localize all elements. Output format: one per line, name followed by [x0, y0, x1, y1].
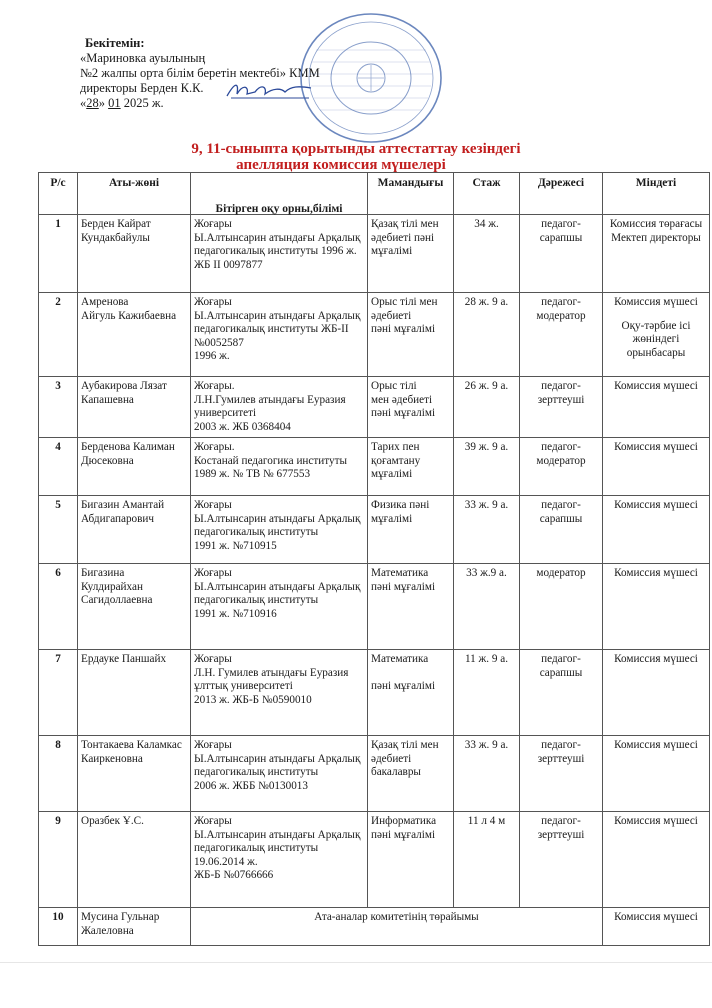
- approval-line-3: директоры Берден К.К.: [80, 81, 204, 95]
- row-name: Оразбек Ұ.С.: [81, 815, 144, 827]
- row-num-cell: [39, 908, 78, 946]
- row-name: Аубакирова Лязат Капашевна: [81, 380, 167, 406]
- header-name: Аты-жөні: [78, 173, 191, 215]
- table-row: [39, 736, 710, 812]
- row-experience-cell: [454, 812, 520, 908]
- row-education-cell: [191, 496, 368, 564]
- row-role: Комиссия мүшесі: [614, 911, 698, 923]
- row-num-cell: [39, 438, 78, 496]
- table-row: [39, 812, 710, 908]
- row-education: Жоғары Ы.Алтынсарин атындағы Арқалық педагогикалық институты 19.06.2014 ж. ЖБ-Б №0766666: [194, 815, 361, 881]
- row-experience: 33 ж. 9 а.: [464, 739, 509, 751]
- row-category-cell: [520, 293, 603, 377]
- row-role-cell: [603, 908, 710, 946]
- row-num-cell: [39, 293, 78, 377]
- row-specialty: Орыс тілі мен әдебиеті пәні мұғалімі: [371, 296, 438, 335]
- row-category: педагог-модератор: [536, 441, 586, 467]
- row-education: Жоғары Л.Н. Гумилев атындағы Еуразия ұлттық университеті 2013 ж. ЖБ-Б №0590010: [194, 653, 349, 706]
- row-role: Комиссия мүшесі: [614, 567, 698, 579]
- row-name-cell: [78, 564, 191, 650]
- row-experience-cell: [454, 215, 520, 293]
- row-experience: 28 ж. 9 а.: [464, 296, 509, 308]
- row-category: педагог-зерттеуші: [537, 815, 585, 841]
- row-specialty-cell: [368, 812, 454, 908]
- table-row: [39, 438, 710, 496]
- row-category: педагог-сарапшы: [539, 218, 583, 244]
- row-num-cell: [39, 496, 78, 564]
- row-experience-cell: [454, 293, 520, 377]
- row-merged-text: Ата-аналар комитетінің төрайымы: [314, 911, 479, 923]
- row-role-cell: [603, 650, 710, 736]
- row-num: 9: [55, 815, 61, 827]
- row-num: 2: [55, 296, 61, 308]
- row-experience-cell: [454, 650, 520, 736]
- row-education-cell: [191, 812, 368, 908]
- row-category-cell: [520, 650, 603, 736]
- table-row: [39, 293, 710, 377]
- row-name-cell: [78, 736, 191, 812]
- row-category: педагог-сарапшы: [539, 653, 583, 679]
- row-num-cell: [39, 812, 78, 908]
- row-role: Комиссия мүшесі: [614, 739, 698, 751]
- row-education: Жоғары Ы.Алтынсарин атындағы Арқалық педагогикалық институты 1991 ж. №710916: [194, 567, 361, 620]
- row-category: модератор: [536, 567, 586, 579]
- table-body: [39, 215, 710, 946]
- row-category: педагог-зерттеуші: [537, 380, 585, 406]
- row-name-cell: [78, 908, 191, 946]
- row-num-cell: [39, 736, 78, 812]
- row-education: Жоғары Ы.Алтынсарин атындағы Арқалық педагогикалық институты 2006 ж. ЖББ №0130013: [194, 739, 361, 792]
- row-name: Бигазина Кулдирайхан Сагидоллаевна: [81, 567, 153, 606]
- row-num: 3: [55, 380, 61, 392]
- row-specialty-cell: [368, 215, 454, 293]
- row-experience-cell: [454, 438, 520, 496]
- header-num: Р/с: [39, 173, 78, 215]
- row-education-cell: [191, 293, 368, 377]
- row-name: Амренова Айгуль Кажибаевна: [81, 296, 177, 322]
- date-day: 28: [86, 96, 99, 110]
- row-name-cell: [78, 650, 191, 736]
- row-experience: 11 л 4 м: [467, 815, 506, 827]
- table-header-row: [39, 173, 710, 215]
- approval-line-2: №2 жалпы орта білім беретін мектебі» КММ: [80, 66, 320, 80]
- row-role: Комиссия мүшесі: [614, 380, 698, 392]
- row-experience-cell: [454, 736, 520, 812]
- row-category: педагог-модератор: [536, 296, 586, 322]
- row-role: Комиссия мүшесі: [614, 653, 698, 665]
- header-education-cell: [191, 173, 368, 215]
- row-name-cell: [78, 215, 191, 293]
- title-line-1: 9, 11-сыныпта қорытынды аттестаттау кезіндегі: [191, 141, 521, 157]
- row-experience: 33 ж. 9 а.: [464, 499, 509, 511]
- row-education-cell: [191, 564, 368, 650]
- row-num-cell: [39, 377, 78, 438]
- row-name-cell: [78, 377, 191, 438]
- row-specialty: Математика пәні мұғалімі: [371, 653, 436, 692]
- row-experience-cell: [454, 564, 520, 650]
- table-row-last: [39, 908, 710, 946]
- row-category: педагог-сарапшы: [539, 499, 583, 525]
- header-experience: Стаж: [454, 173, 520, 215]
- row-category-cell: [520, 736, 603, 812]
- row-role-cell: [603, 377, 710, 438]
- row-name-cell: [78, 496, 191, 564]
- row-specialty-cell: [368, 377, 454, 438]
- row-experience-cell: [454, 377, 520, 438]
- row-experience: 11 ж. 9 а.: [464, 653, 509, 665]
- row-name-cell: [78, 812, 191, 908]
- title-line-2: апелляция комиссия мүшелері: [236, 157, 446, 173]
- row-name-cell: [78, 293, 191, 377]
- row-category-cell: [520, 812, 603, 908]
- row-education-cell: [191, 377, 368, 438]
- row-category-cell: [520, 377, 603, 438]
- row-num: 10: [52, 911, 64, 923]
- row-role: Комиссия мүшесі: [614, 441, 698, 453]
- row-num: 4: [55, 441, 61, 453]
- row-role-cell: [603, 293, 710, 377]
- date-open-quote: «: [80, 96, 87, 110]
- row-name: Тонтакаева Каламкас Каиркеновна: [81, 739, 182, 765]
- row-role-cell: [603, 438, 710, 496]
- document-title: [0, 141, 712, 173]
- table-row: [39, 496, 710, 564]
- row-education: Жоғары Ы.Алтынсарин атындағы Арқалық педагогикалық институты ЖБ-II №0052587 1996 ж.: [194, 296, 361, 362]
- row-specialty-cell: [368, 564, 454, 650]
- table-row: [39, 650, 710, 736]
- row-role: Комиссия төрағасы Мектеп директоры: [609, 218, 703, 244]
- row-education: Жоғары Ы.Алтынсарин атындағы Арқалық педагогикалық институты 1991 ж. №710915: [194, 499, 361, 552]
- row-specialty-cell: [368, 438, 454, 496]
- row-role-cell: [603, 812, 710, 908]
- row-category-cell: [520, 564, 603, 650]
- row-experience: 39 ж. 9 а.: [464, 441, 509, 453]
- row-role: Комиссия мүшесі: [614, 499, 698, 511]
- row-specialty-cell: [368, 650, 454, 736]
- row-name: Мусина Гульнар Жалеловна: [81, 911, 160, 937]
- approval-heading: Бекітемін:: [85, 36, 145, 50]
- date-month: 01: [108, 96, 121, 110]
- row-name: Берден Кайрат Кундакбайулы: [81, 218, 151, 244]
- row-specialty: Қазақ тілі мен әдебиеті пәні мұғалімі: [371, 218, 439, 257]
- row-education: Жоғары Ы.Алтынсарин атындағы Арқалық педагогикалық институты 1996 ж. ЖБ II 0097877: [194, 218, 361, 271]
- row-category-cell: [520, 215, 603, 293]
- date-year: 2025 ж.: [123, 96, 164, 110]
- row-num: 1: [55, 218, 61, 230]
- row-role-cell: [603, 736, 710, 812]
- row-specialty: Тарих пен қоғамтану мұғалімі: [371, 441, 421, 480]
- row-name: Бигазин Амантай Абдигапарович: [81, 499, 165, 525]
- header-role: Міндеті: [603, 173, 710, 215]
- row-num: 8: [55, 739, 61, 751]
- table-row: [39, 215, 710, 293]
- table-row: [39, 564, 710, 650]
- row-name-cell: [78, 438, 191, 496]
- table-row: [39, 377, 710, 438]
- row-education: Жоғары. Костанай педагогика институты 1989 ж. № ТВ № 677553: [194, 441, 347, 480]
- row-education-cell: [191, 736, 368, 812]
- row-num: 5: [55, 499, 61, 511]
- row-role-cell: [603, 215, 710, 293]
- row-experience: 33 ж.9 а.: [466, 567, 507, 579]
- row-category-cell: [520, 496, 603, 564]
- row-category-cell: [520, 438, 603, 496]
- row-specialty: Физика пәні мұғалімі: [371, 499, 430, 525]
- row-role-cell: [603, 564, 710, 650]
- row-num-cell: [39, 564, 78, 650]
- row-num: 6: [55, 567, 61, 579]
- row-specialty-cell: [368, 736, 454, 812]
- row-specialty-cell: [368, 496, 454, 564]
- date-mid-quote: »: [98, 96, 105, 110]
- row-specialty: Орыс тілі мен әдебиеті пәні мұғалімі: [371, 380, 436, 419]
- row-education-cell: [191, 438, 368, 496]
- header-category: Дәрежесі: [520, 173, 603, 215]
- row-experience: 34 ж.: [474, 218, 499, 230]
- row-num-cell: [39, 215, 78, 293]
- row-role-cell: [603, 496, 710, 564]
- row-specialty-cell: [368, 293, 454, 377]
- row-category: педагог-зерттеуші: [537, 739, 585, 765]
- row-education-cell: [191, 650, 368, 736]
- official-seal: [296, 10, 446, 146]
- row-experience-cell: [454, 496, 520, 564]
- row-education: Жоғары. Л.Н.Гумилев атындағы Еуразия университеті 2003 ж. ЖБ 0368404: [194, 380, 346, 433]
- row-role: Комиссия мүшесі: [614, 815, 698, 827]
- row-specialty: Информатика пәні мұғалімі: [371, 815, 437, 841]
- header-specialty: Мамандығы: [368, 173, 454, 215]
- header-education: Бітірген оқу орны,білімі: [215, 203, 343, 215]
- row-name: Ердауке Паншайх: [81, 653, 167, 665]
- row-specialty: Қазақ тілі мен әдебиеті бакалавры: [371, 739, 439, 778]
- row-experience: 26 ж. 9 а.: [464, 380, 509, 392]
- row-name: Берденова Калиман Дюсековна: [81, 441, 175, 467]
- row-merged-cell: [191, 908, 603, 946]
- row-num: 7: [55, 653, 61, 665]
- row-role: Комиссия мүшесі: [614, 296, 698, 308]
- commission-table: [38, 172, 710, 946]
- page-bottom-line: [0, 962, 712, 963]
- row-specialty: Математика пәні мұғалімі: [371, 567, 436, 593]
- row-role-extra: Оқу-тәрбие ісі жөніндегі орынбасары: [621, 319, 691, 359]
- approval-line-1: «Мариновка ауылының: [80, 51, 206, 65]
- row-education-cell: [191, 215, 368, 293]
- row-num-cell: [39, 650, 78, 736]
